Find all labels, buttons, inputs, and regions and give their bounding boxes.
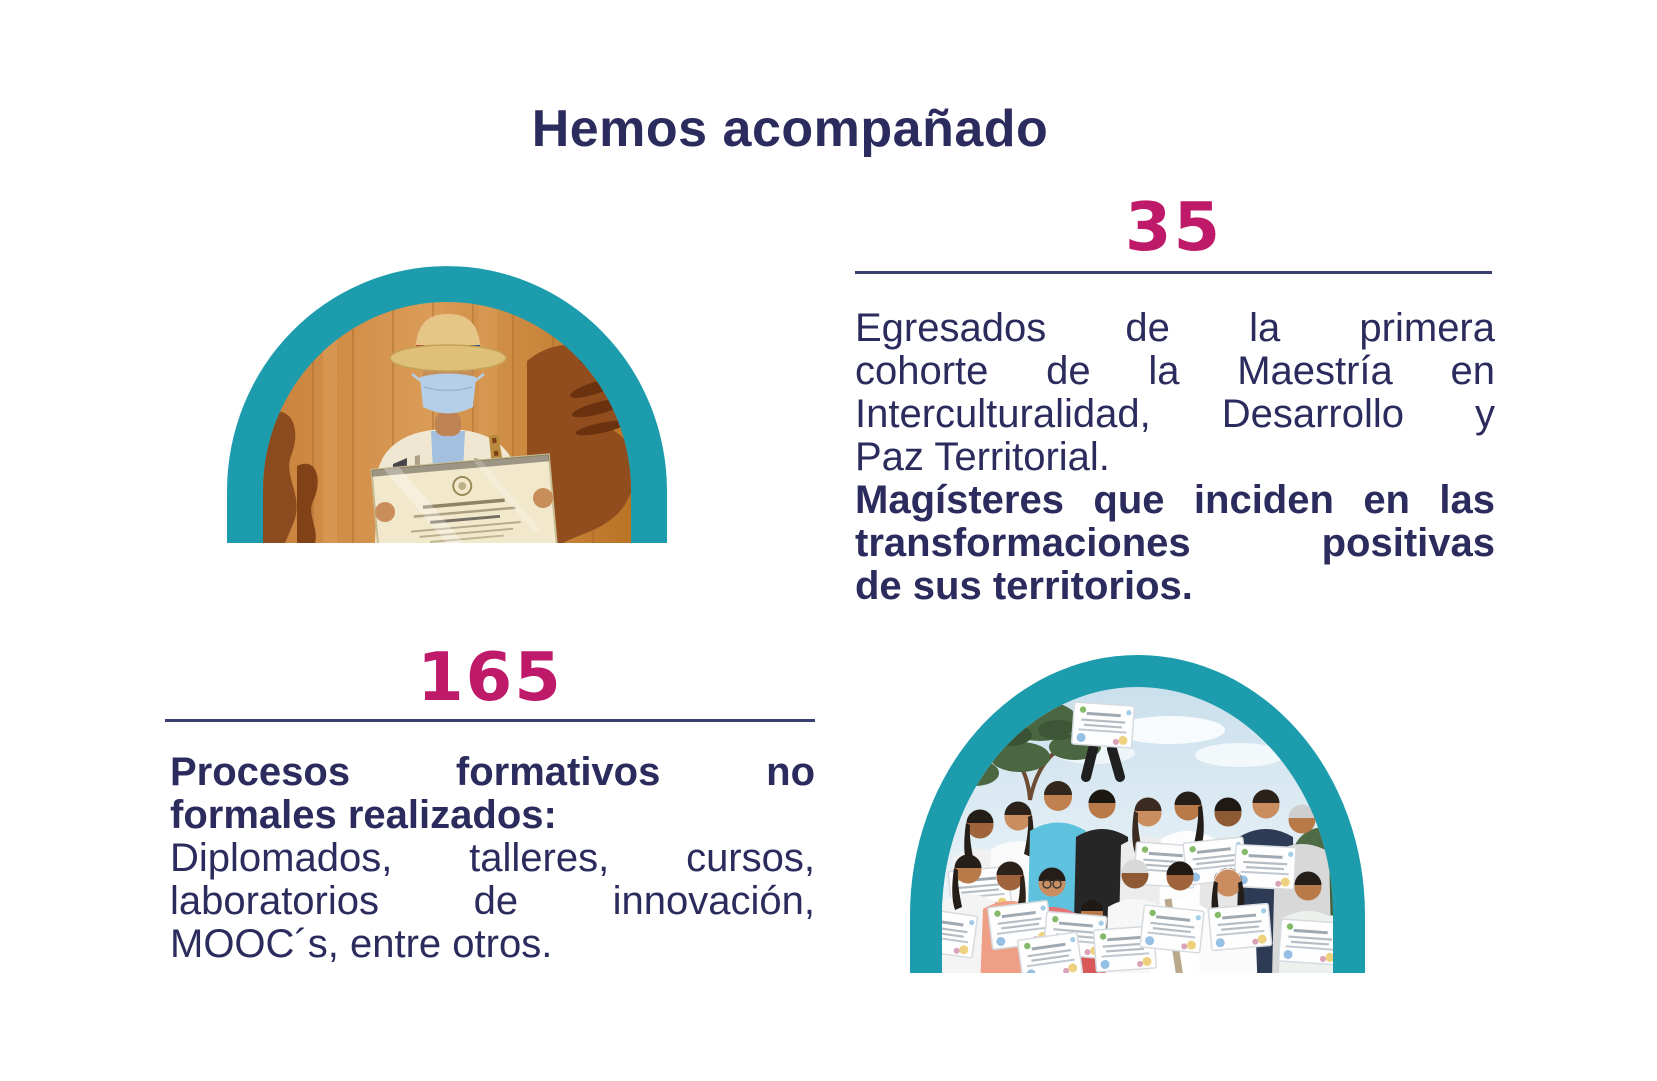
stat-value-egresados: 35: [1124, 188, 1223, 266]
group-arch-photo: [910, 655, 1365, 973]
stat-divider-egresados: [855, 271, 1492, 274]
text-line: Egresados de la primera: [855, 306, 1495, 350]
text-line-bold: Procesos formativos no: [170, 750, 815, 794]
text-line: Diplomados, talleres, cursos,: [170, 836, 815, 880]
stat-value-procesos: 165: [417, 638, 563, 716]
page-title: Hemos acompañado: [531, 100, 1049, 158]
straw-hat-brim: [390, 345, 506, 371]
egresados-description: [855, 307, 1495, 608]
graduate-arch-photo: [227, 266, 667, 543]
procesos-description: [170, 751, 815, 966]
text-line-bold: de sus territorios.: [855, 564, 1193, 608]
text-line: Interculturalidad, Desarrollo y: [855, 392, 1495, 436]
stat-divider-procesos: [165, 719, 815, 722]
text-line: MOOC´s, entre otros.: [170, 922, 553, 966]
photo-content: [912, 681, 1365, 973]
text-line-bold: transformaciones positivas: [855, 521, 1495, 565]
text-line-bold: formales realizados:: [170, 793, 557, 837]
graduate-photo-illustration: [227, 266, 667, 543]
text-line: laboratorios de innovación,: [170, 879, 815, 923]
face-mask: [420, 374, 476, 414]
text-line-bold: Magísteres que inciden en las: [855, 478, 1495, 522]
text-line: cohorte de la Maestría en: [855, 349, 1495, 393]
diploma-certificate: [372, 454, 557, 543]
text-line: Paz Territorial.: [855, 435, 1110, 479]
group-photo-illustration: [910, 655, 1365, 973]
